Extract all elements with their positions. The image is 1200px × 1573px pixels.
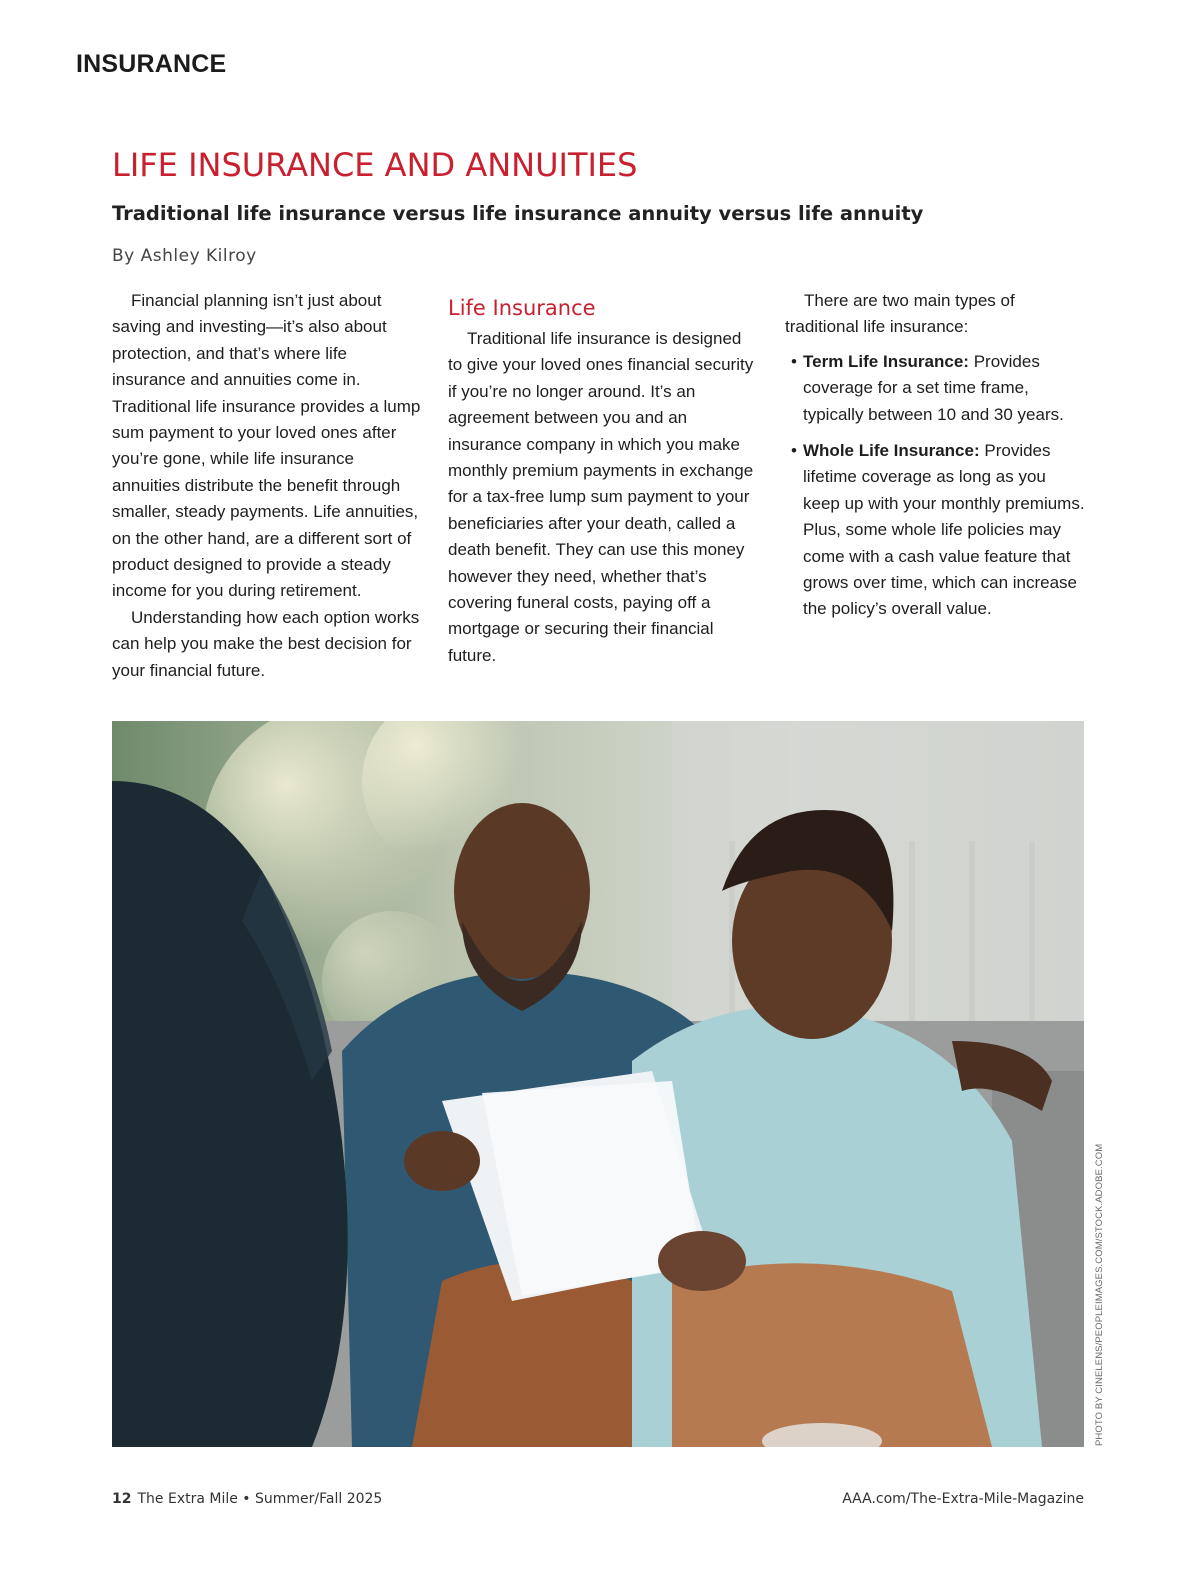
article-column-2 [448, 294, 758, 669]
section-heading-life-insurance: Life Insurance [448, 296, 596, 320]
list-item-term: Term Life Insurance: [803, 351, 969, 371]
page-number: 12 [112, 1491, 132, 1507]
bullet-icon: • [791, 351, 797, 371]
article-photo [112, 721, 1084, 1447]
paragraph: Financial planning isn’t just about saving and investing—it’s also about protection, and that’s where life insurance and annuities come in. Traditional life insurance provides a lump sum payment to your loved ones after you’re gone, while life insurance annuities distribute the benefit through smaller, steady payments. Life annuities, on the other hand, are a different sort of product designed to provide a steady income for you during retirement. [112, 291, 421, 601]
couple-reviewing-documents-illustration [112, 721, 1084, 1447]
article-deck: Traditional life insurance versus life insurance annuity versus life annuity [112, 202, 924, 225]
list-item [785, 438, 1085, 623]
list-item [785, 349, 1085, 428]
article-column-3 [785, 288, 1085, 633]
footer-url[interactable]: AAA.com/The-Extra-Mile-Magazine [842, 1491, 1084, 1507]
publication-name: The Extra Mile • Summer/Fall 2025 [137, 1491, 383, 1507]
list-item-term: Whole Life Insurance: [803, 441, 980, 461]
article-headline: LIFE INSURANCE AND ANNUITIES [112, 146, 638, 184]
insurance-types-list [785, 349, 1085, 623]
list-item-text: Provides coverage for a set time frame, typically between 10 and 30 years. [803, 351, 1064, 424]
footer-publication [112, 1491, 382, 1507]
paragraph: Understanding how each option works can help you make the best decision for your financial future. [112, 607, 420, 680]
section-label: INSURANCE [76, 50, 227, 78]
article-byline: By Ashley Kilroy [112, 246, 257, 266]
paragraph: Traditional life insurance is designed to give your loved ones financial security if you’re no longer around. It’s an agreement between you and an insurance company in which you make monthly premium payments in exchange for a tax-free lump sum payment to your beneficiaries after your death, called a death benefit. They can use this money however they need, whether that’s covering funeral costs, paying off a mortgage or securing their financial future. [448, 329, 754, 665]
photo-credit: PHOTO BY CINELENS/PEOPLEIMAGES.COM/STOCK.ADOBE.COM [1094, 1143, 1105, 1446]
paragraph: There are two main types of traditional life insurance: [785, 291, 1015, 337]
article-column-1 [112, 288, 424, 684]
list-item-text: Provides lifetime coverage as long as you keep up with your monthly premiums. Plus, some whole life policies may come with a cash value feature that grows over time, which can increase the policy’s overall value. [803, 441, 1085, 619]
bullet-icon: • [791, 441, 797, 461]
